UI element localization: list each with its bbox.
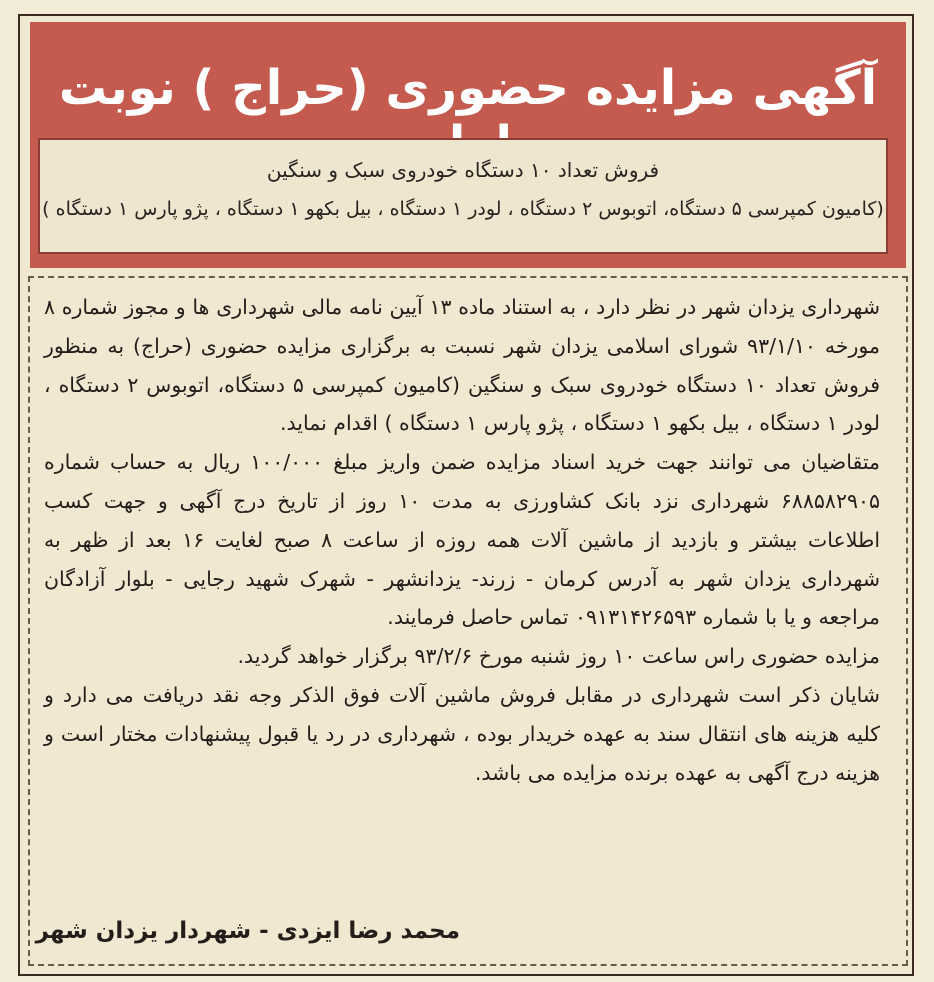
- ad-title: آگهی مزایده حضوری (حراج ) نوبت: [58, 60, 878, 116]
- paragraph-terms: شایان ذکر است شهرداری در مقابل فروش ماشین آلات فوق الذکر وجه نقد دریافت می دارد و کلیه هزینه های انتقال سند به عهده خریدار بوده ، شهرداری در رد یا قبول پیشنهادات مختار است و هزینه درج آگهی به عهده برنده مزایده می باشد.: [44, 682, 880, 785]
- paragraph-applicants: متقاضیان می توانند جهت خرید اسناد مزایده ضمن واریز مبلغ ۱۰۰/۰۰۰ ریال به حساب شماره ۶۸۸۵۸۲۹۰۵ شهرداری نزد بانک کشاورزی به مدت ۱۰ روز از تاریخ درج آگهی و جهت کسب اطلاعات بیشتر و بازدید از ماشین آلات همه روزه از ساعت ۸ صبح لغایت ۱۶ بعد از ظهر به شهرداری یزدان شهر به آدرس کرمان - زرند- یزدانشهر - شهرک شهید رجایی - بلوار آزادگان مراجعه و یا با شماره ۰۹۱۳۱۴۲۶۵۹۳ تماس حاصل فرمایند.: [44, 450, 881, 630]
- ad-subtitle-line2: (کامیون کمپرسی ۵ دستگاه، اتوبوس ۲ دستگاه ، لودر ۱ دستگاه ، بیل بکهو ۱ دستگاه ، پژو پارس ۱ دستگاه ): [42, 198, 884, 220]
- ad-body: [44, 288, 880, 792]
- paragraph-auction-time: مزایده حضوری راس ساعت ۱۰ روز شنبه مورخ ۹۳/۲/۶ برگزار خواهد گردید.: [237, 644, 880, 669]
- paragraph-announcement: شهرداری یزدان شهر در نظر دارد ، به استناد ماده ۱۳ آیین نامه مالی شهرداری ها و مجوز شماره ۸ مورخه ۹۳/۱/۱۰ شورای اسلامی یزدان شهر نسبت به برگزاری مزایده حضوری (حراج) به منظور فروش تعداد ۱۰ دستگاه خودروی سبک و سنگین (کامیون کمپرسی ۵ دستگاه، اتوبوس ۲ دستگاه ، لودر ۱ دستگاه ، بیل بکهو ۱ دستگاه ، پژو پارس ۱ دستگاه ) اقدام نماید.: [44, 295, 880, 436]
- ad-subtitle-line1: فروش تعداد ۱۰ دستگاه خودروی سبک و سنگین: [266, 158, 660, 182]
- ad-subtitle-box: [38, 138, 888, 254]
- ad-signature: محمد رضا ایزدی - شهردار یزدان شهر: [35, 918, 460, 944]
